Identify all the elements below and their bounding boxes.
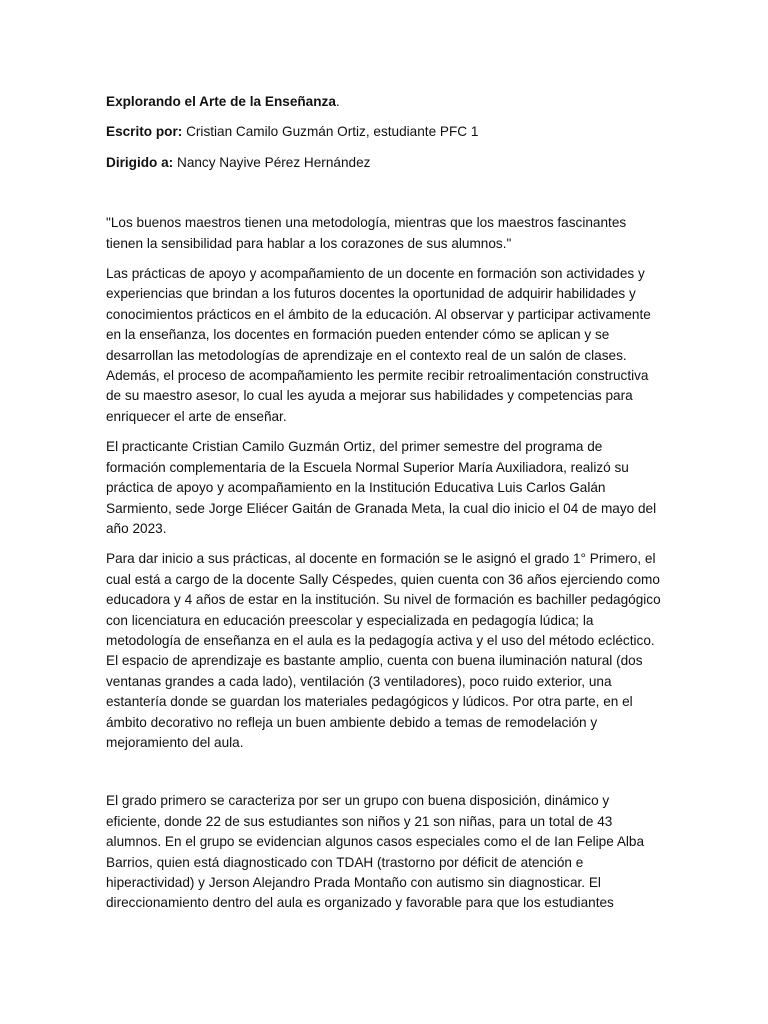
author-value: Cristian Camilo Guzmán Ortiz, estudiante PFC 1 xyxy=(186,124,479,140)
recipient-value: Nancy Nayive Pérez Hernández xyxy=(177,154,371,170)
body-paragraph-1: Las prácticas de apoyo y acompañamiento de un docente en formación son actividades y experiencias que brindan a los futuros docentes la oportunidad de adquirir habilidades y conocimientos prácticos en el ámbito de la educación. Al observar y participar activamente en la enseñanza, los docentes en formación pueden entender cómo se aplican y se desarrollan las metodologías de aprendizaje en el contexto real de un salón de clases. Además, el proceso de acompañamiento les permite recibir retroalimentación constructiva de su maestro asesor, lo cual les ayuda a mejorar sus habilidades y competencias para enriquecer el arte de enseñar. xyxy=(106,266,651,424)
body-paragraph-3: Para dar inicio a sus prácticas, al docente en formación se le asignó el grado 1° Primero, el cual está a cargo de la docente Sally Céspedes, quien cuenta con 36 años ejerciendo como educadora y 4 años de estar en la institución. Su nivel de formación es bachiller pedagógico con licenciatura en educación preescolar y especializada en pedagogía lúdica; la metodología de enseñanza en el aula es la pedagogía activa y el uso del método ecléctico. El espacio de aprendizaje es bastante amplio, cuenta con buena iluminación natural (dos ventanas grandes a cada lado), ventilación (3 ventiladores), poco ruido exterior, una estantería donde se guardan los materiales pedagógicos y lúdicos. Por otra parte, en el ámbito decorativo no refleja un buen ambiente debido a temas de remodelación y mejoramiento del aula. xyxy=(106,551,661,750)
recipient-line xyxy=(106,153,662,173)
body-paragraph-4: El grado primero se caracteriza por ser un grupo con buena disposición, dinámico y eficiente, donde 22 de sus estudiantes son niños y 21 son niñas, para un total de 43 alumnos. En el grupo se evidencian algunos casos especiales como el de Ian Felipe Alba Barrios, quien está diagnosticado con TDAH (trastorno por déficit de atención e hiperactividad) y Jerson Alejandro Prada Montaño con autismo sin diagnosticar. El direccionamiento dentro del aula es organizado y favorable para que los estudiantes xyxy=(106,793,645,911)
section-spacer xyxy=(106,763,662,791)
document-title-line xyxy=(106,92,662,112)
author-line xyxy=(106,122,662,142)
header-spacer xyxy=(106,183,662,213)
author-label: Escrito por: xyxy=(106,124,183,140)
document-title-period: . xyxy=(335,94,340,109)
recipient-label: Dirigido a: xyxy=(106,154,174,170)
document-title: Explorando el Arte de la Enseñanza xyxy=(106,94,336,109)
document-page xyxy=(106,92,662,924)
quote-paragraph: "Los buenos maestros tienen una metodología, mientras que los maestros fascinantes tienen la sensibilidad para hablar a los corazones de sus alumnos." xyxy=(106,215,627,251)
body-paragraph-2: El practicante Cristian Camilo Guzmán Ortiz, del primer semestre del programa de formación complementaria de la Escuela Normal Superior María Auxiliadora, realizó su práctica de apoyo y acompañamiento en la Institución Educativa Luis Carlos Galán Sarmiento, sede Jorge Eliécer Gaitán de Granada Meta, la cual dio inicio el 04 de mayo del año 2023. xyxy=(106,439,657,536)
